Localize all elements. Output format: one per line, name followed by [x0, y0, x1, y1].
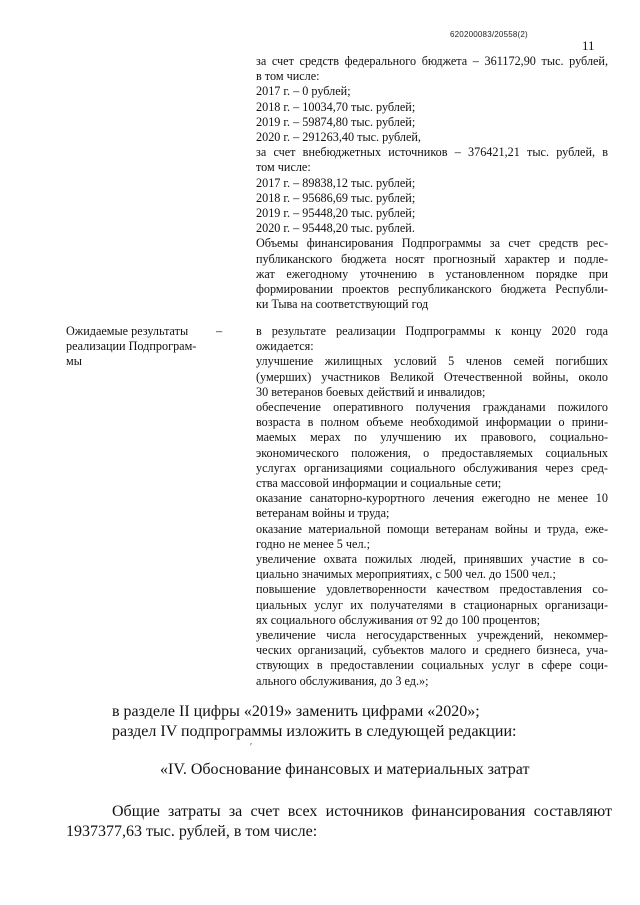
funding-line: за счет средств федерального бюджета – 361172,90 тыс. рублей, — [256, 54, 608, 68]
expected-results-label — [66, 324, 216, 370]
funding-line: том числе: — [256, 160, 311, 175]
result-line: ожидается: — [256, 339, 314, 354]
result-line: увеличение числа негосударственных учреждений, некоммер- — [256, 628, 608, 643]
label-line: реализации Подпрограм- — [66, 339, 197, 354]
expected-results-block — [256, 324, 608, 689]
result-line: возраста в полном объеме необходимой информации о прини- — [256, 415, 608, 430]
funding-line: 2019 г. – 95448,20 тыс. рублей; — [256, 206, 416, 221]
result-line: ческих организаций, субъектов малого и среднего бизнеса, уча- — [256, 643, 608, 658]
paragraph-line-1: Общие затраты за счет всех источников финансирования составляют — [112, 803, 612, 820]
funding-line: 2020 г. – 291263,40 тыс. рублей, — [256, 130, 421, 145]
result-line: ях социального обслуживания от 92 до 100 процентов; — [256, 612, 541, 627]
result-line: оказание санаторно-курортного лечения ежегодно не менее 10 — [256, 491, 608, 506]
result-line: маемых мерах по улучшению их правового, социально- — [256, 430, 608, 445]
amendment-line-1: в разделе II цифры «2019» заменить цифрами «2020»; — [112, 703, 480, 720]
result-line: услугах организациями социального обслуживания через сред- — [256, 460, 608, 475]
page-number: 11 — [582, 38, 595, 53]
result-line: 30 ветеранов боевых действий и инвалидов; — [256, 384, 486, 399]
result-line: годно не менее 5 чел.; — [256, 536, 370, 551]
funding-line: 2018 г. – 10034,70 тыс. рублей; — [256, 99, 416, 114]
stray-mark: ʹ — [250, 742, 253, 753]
result-line: ствующих в предоставлении социальных услуг в сфере соци- — [256, 658, 608, 673]
funding-line: жат ежегодному уточнению в установленном порядке при — [256, 266, 608, 281]
funding-line: 2020 г. – 95448,20 тыс. рублей. — [256, 221, 415, 236]
result-line: обеспечение оперативного получения гражданами пожилого — [256, 400, 608, 415]
result-line: экономического положения, о предоставляемых социальных — [256, 445, 608, 460]
section-title: «IV. Обоснование финансовых и материальных затрат — [160, 761, 530, 778]
funding-line: формировании проектов республиканского бюджета Республи- — [256, 282, 608, 297]
funding-line: Объемы финансирования Подпрограммы за счет средств рес- — [256, 236, 608, 251]
result-line: ального обслуживания, до 3 ед.»; — [256, 673, 429, 688]
result-line: оказание материальной помощи ветеранам войны и труда, еже- — [256, 521, 608, 536]
result-line: циальных услуг их получателями в стационарных организаци- — [256, 597, 608, 612]
result-line: ветеранам войны и труда; — [256, 506, 390, 521]
result-line: улучшение жилищных условий 5 членов семей погибших — [256, 354, 608, 369]
result-line: ства массовой информации и социальные сети; — [256, 476, 502, 491]
funding-line: 2017 г. – 89838,12 тыс. рублей; — [256, 175, 416, 190]
paragraph-line-2: 1937377,63 тыс. рублей, в том числе: — [66, 823, 318, 840]
funding-line: 2019 г. – 59874,80 тыс. рублей; — [256, 114, 416, 129]
row-dash: – — [216, 324, 223, 338]
label-line: Ожидаемые результаты — [66, 324, 189, 338]
result-line: повышение удовлетворенности качеством предоставления со- — [256, 582, 608, 597]
amendment-line-2: раздел IV подпрограммы изложить в следующей редакции: — [112, 723, 517, 740]
result-line: увеличение охвата пожилых людей, принявших участие в со- — [256, 552, 608, 567]
result-line: циально значимых мероприятиях, с 500 чел. до 1500 чел.; — [256, 567, 556, 582]
funding-line: 2018 г. – 95686,69 тыс. рублей; — [256, 190, 416, 205]
result-line: в результате реализации Подпрограммы к концу 2020 года — [256, 324, 608, 338]
result-line: (умерших) участников Великой Отечественной войны, около — [256, 369, 608, 384]
funding-line: 2017 г. – 0 рублей; — [256, 84, 351, 99]
label-line: мы — [66, 354, 82, 369]
funding-block — [256, 54, 608, 312]
funding-line: в том числе: — [256, 69, 320, 84]
funding-line: публиканского бюджета носят прогнозный характер и подле- — [256, 251, 608, 266]
document-id: 620200083/20558(2) — [450, 30, 528, 39]
funding-line: ки Тыва на соответствующий год — [256, 297, 429, 312]
funding-line: за счет внебюджетных источников – 376421,21 тыс. рублей, в — [256, 145, 608, 160]
